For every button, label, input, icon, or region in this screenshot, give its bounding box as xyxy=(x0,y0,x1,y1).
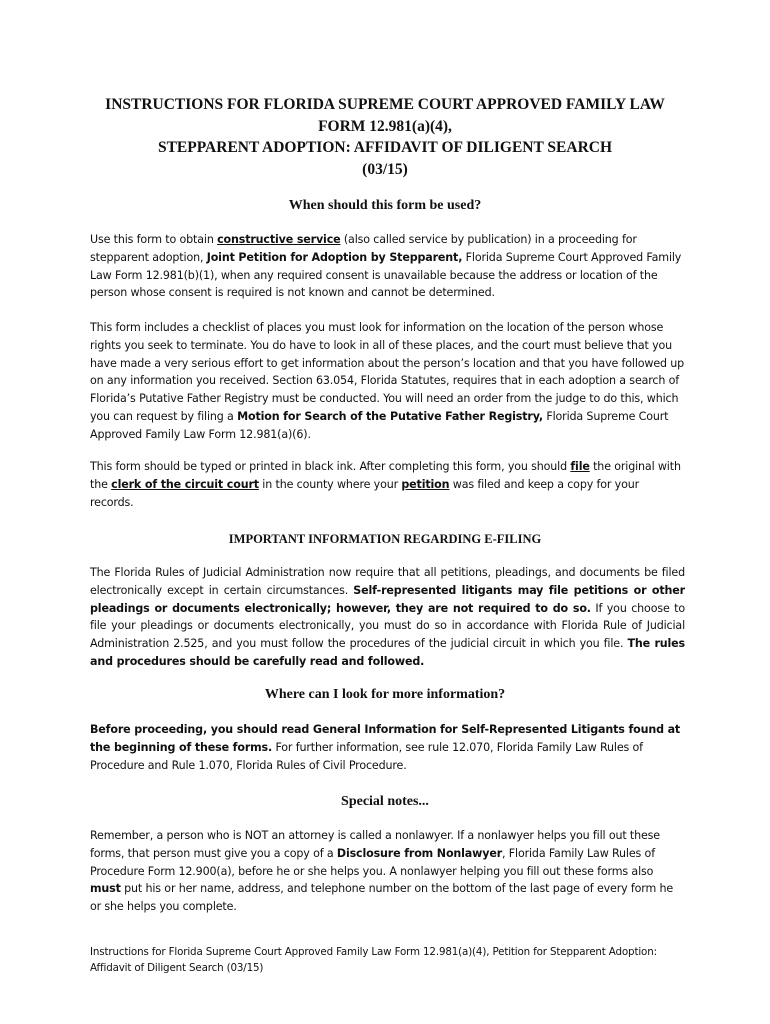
heading-when-used: When should this form be used? xyxy=(288,198,482,213)
title-line-2: FORM 12.981(a)(4), xyxy=(318,117,452,135)
paragraph-when-1: Use this form to obtain constructive service (also called service by publication) in a proceeding for stepparent adoption, Joint Petition for Adoption by Stepparent, Florida Supreme Court Approved Family Law Form 12.981(b)(1), when any required consent is unavailable because the address or location of the person whose consent is required is not known and cannot be determined. xyxy=(90,233,682,300)
heading-more-information: Where can I look for more information? xyxy=(264,687,506,702)
paragraph-when-2: This form includes a checklist of places you must look for information on the location of the person whose rights you seek to terminate. You do have to look in all of these places, and the court must believe that you have made a very serious effort to get information about the person’s location and that you have followed up on any information you received. Section 63.054, Florida Statutes, requires that in each adoption a search of Florida’s Putative Father Registry must be conducted. You will need an order from the judge to do this, which you can request by filing a Motion for Search of the Putative Father Registry, Florida Supreme Court Approved Family Law Form 12.981(a)(6). xyxy=(90,321,685,441)
page-footer xyxy=(90,944,710,976)
heading-special-notes: Special notes... xyxy=(341,794,429,809)
footer-line-2: Affidavit of Diligent Search (03/15) xyxy=(90,962,264,974)
heading-efiling: IMPORTANT INFORMATION REGARDING E-FILING xyxy=(228,532,542,546)
document-title xyxy=(60,94,710,180)
paragraph-when-3: This form should be typed or printed in black ink. After completing this form, you should file the original with the clerk of the circuit court in the county where your petition was filed and keep a copy for your records. xyxy=(90,460,681,509)
title-line-4: (03/15) xyxy=(362,160,408,178)
paragraph-efiling: The Florida Rules of Judicial Administration now require that all petitions, pleadings, and documents be filed electronically except in certain circumstances. Self-represented litigants may file petitions or other pleadings or documents electronically; however, they are not required to do so. If you choose to file your pleadings or documents electronically, you must do so in accordance with Florida Rule of Judicial Administration 2.525, and you must follow the procedures of the judicial circuit in which you file. The rules and procedures should be carefully read and followed. xyxy=(90,566,685,668)
footer-line-1: Instructions for Florida Supreme Court Approved Family Law Form 12.981(a)(4), Petition for Stepparent Adoption: xyxy=(90,946,657,958)
paragraph-special-notes: Remember, a person who is NOT an attorney is called a nonlawyer. If a nonlawyer helps you fill out these forms, that person must give you a copy of a Disclosure from Nonlawyer, Florida Family Law Rules of Procedure Form 12.900(a), before he or she helps you. A nonlawyer helping you fill out these forms also must put his or her name, address, and telephone number on the bottom of the last page of every form he or she helps you complete. xyxy=(90,829,674,914)
paragraph-more-information: Before proceeding, you should read General Information for Self-Represented Litigants found at the beginning of these forms. For further information, see rule 12.070, Florida Family Law Rules of Procedure and Rule 1.070, Florida Rules of Civil Procedure. xyxy=(90,723,681,772)
title-line-3: STEPPARENT ADOPTION: AFFIDAVIT OF DILIGENT SEARCH xyxy=(157,139,613,156)
title-line-1: INSTRUCTIONS FOR FLORIDA SUPREME COURT APPROVED FAMILY LAW xyxy=(105,96,665,113)
